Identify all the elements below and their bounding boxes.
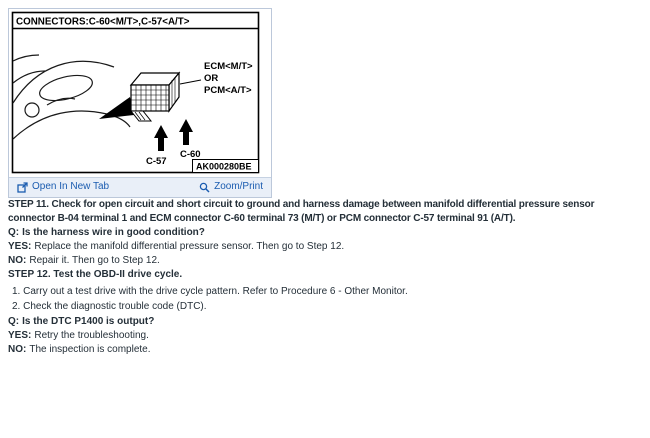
svg-text:PCM<A/T>: PCM<A/T> xyxy=(204,85,252,96)
open-in-new-tab-link[interactable] xyxy=(17,181,109,193)
yes-label: YES: xyxy=(8,330,32,341)
yes-label: YES: xyxy=(8,241,32,252)
ecm-label xyxy=(204,61,253,96)
zoom-print-label: Zoom/Print xyxy=(214,181,263,192)
svg-text:ECM<M/T>: ECM<M/T> xyxy=(204,61,253,72)
open-in-new-icon xyxy=(17,182,28,193)
item-number: 1. xyxy=(12,286,21,297)
step11-no-answer xyxy=(8,254,642,268)
connector-diagram-svg xyxy=(9,9,271,177)
step11-heading: STEP 11. Check for open circuit and short circuit to ground and harness damage between manifold differential pressure sensor connector B-04 terminal 1 and ECM connector C-60 terminal 73 (M/T) or PCM connector C-57 terminal 91 (A/T). xyxy=(8,199,595,224)
yes-text: Retry the troubleshooting. xyxy=(34,330,149,341)
c57-arrow xyxy=(154,125,168,151)
diagram-title: CONNECTORS:C-60<M/T>,C-57<A/T> xyxy=(16,16,190,28)
step12-no-answer xyxy=(8,343,642,357)
question-label: Q: xyxy=(8,227,20,238)
step12-item-1 xyxy=(12,285,642,299)
step11-question xyxy=(8,226,642,240)
question-text: Is the DTC P1400 is output? xyxy=(22,316,155,327)
step12-heading: STEP 12. Test the OBD-II drive cycle. xyxy=(8,269,183,280)
zoom-icon xyxy=(199,182,210,193)
ecm-label-leader xyxy=(180,80,201,84)
item-number: 2. xyxy=(12,301,21,312)
no-label: NO: xyxy=(8,344,27,355)
no-text: The inspection is complete. xyxy=(29,344,151,355)
diagram-toolbar xyxy=(9,177,271,197)
step12-list xyxy=(12,285,642,314)
open-in-new-tab-label: Open In New Tab xyxy=(32,181,110,192)
no-label: NO: xyxy=(8,255,27,266)
step11-yes-answer xyxy=(8,240,642,254)
yes-text: Replace the manifold differential pressure sensor. Then go to Step 12. xyxy=(34,241,345,252)
step12-question xyxy=(8,315,642,329)
connector-diagram-image[interactable] xyxy=(9,9,271,177)
c60-label: C-60 xyxy=(180,149,201,160)
diagram-code: AK000280BE xyxy=(196,161,252,172)
step12-item-2 xyxy=(12,300,642,314)
diagram-widget xyxy=(8,8,272,198)
svg-text:OR: OR xyxy=(204,73,219,84)
article-content xyxy=(8,198,642,357)
pointer-wedge xyxy=(99,97,134,119)
item-text: Check the diagnostic trouble code (DTC). xyxy=(23,301,207,312)
c60-arrow xyxy=(179,119,193,145)
zoom-print-link[interactable] xyxy=(199,181,263,193)
ecm-connector-block xyxy=(131,73,179,121)
c57-label: C-57 xyxy=(146,156,167,167)
step12-yes-answer xyxy=(8,329,642,343)
no-text: Repair it. Then go to Step 12. xyxy=(29,255,160,266)
dashboard-art xyxy=(13,55,130,139)
item-text: Carry out a test drive with the drive cycle pattern. Refer to Procedure 6 - Other Monitor. xyxy=(23,286,408,297)
question-label: Q: xyxy=(8,316,20,327)
question-text: Is the harness wire in good condition? xyxy=(22,227,205,238)
